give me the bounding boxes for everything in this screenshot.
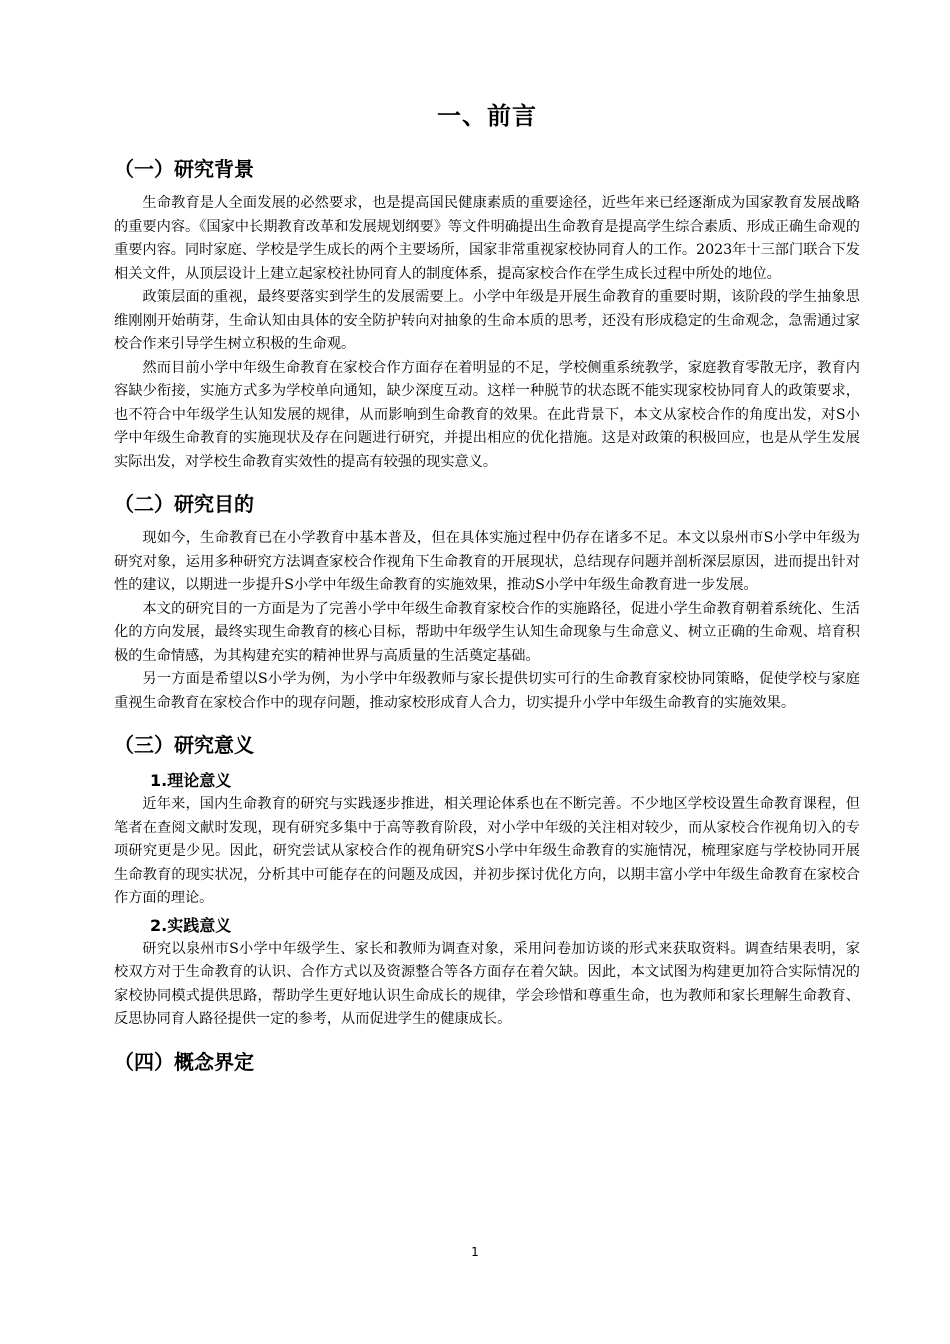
section-heading: （四）概念界定	[114, 1049, 254, 1074]
section-purpose	[114, 488, 860, 715]
paragraph: 近年来，国内生命教育的研究与实践逐步推进，相关理论体系也在不断完善。不少地区学校设置生命教育课程，但笔者在查阅文献时发现，现有研究多集中于高等教育阶段，对小学中年级的关注相对较少，而从家校合作视角切入的专项研究更是少见。因此，研究尝试从家校合作的视角研究S小学中年级生命教育的实施情况，梳理家庭与学校协同开展生命教育的现实状况，分析其中可能存在的问题及成因，并初步探讨优化方向，以期丰富小学中年级生命教育在家校合作方面的理论。	[114, 796, 860, 906]
paragraph: 研究以泉州市S小学中年级学生、家长和教师为调查对象，采用问卷加访谈的形式来获取资料。调查结果表明，家校双方对于生命教育的认识、合作方式以及资源整合等各方面存在着欠缺。因此，本文试图为构建更加符合实际情况的家校协同模式提供思路，帮助学生更好地认识生命成长的规律，学会珍惜和尊重生命，也为教师和家长理解生命教育、反思协同育人路径提供一定的参考，从而促进学生的健康成长。	[114, 940, 860, 1027]
paragraph: 然而目前小学中年级生命教育在家校合作方面存在着明显的不足，学校侧重系统教学，家庭教育零散无序，教育内容缺少衔接，实施方式多为学校单向通知，缺少深度互动。这样一种脱节的状态既不能实现家校协同育人的政策要求，也不符合中年级学生认知发展的规律，从而影响到生命教育的效果。在此背景下，本文从家校合作的角度出发，对S小学中年级生命教育的实施现状及存在问题进行研究，并提出相应的优化措施。这是对政策的积极回应，也是从学生发展实际出发，对学校生命教育实效性的提高有较强的现实意义。	[114, 359, 860, 470]
paragraph: 生命教育是人全面发展的必然要求，也是提高国民健康素质的重要途径，近些年来已经逐渐成为国家教育发展战略的重要内容。《国家中长期教育改革和发展规划纲要》等文件明确提出生命教育是提高学生综合素质、形成正确生命观的重要内容。同时家庭、学校是学生成长的两个主要场所，国家非常重视家校协同育人的工作。2023年十三部门联合下发相关文件，从顶层设计上建立起家校社协同育人的制度体系，提高家校合作在学生成长过程中所处的地位。	[114, 195, 860, 282]
paragraph: 政策层面的重视，最终要落实到学生的发展需要上。小学中年级是开展生命教育的重要时期，该阶段的学生抽象思维刚刚开始萌芽，生命认知由具体的安全防护转向对抽象的生命本质的思考，还没有形成稳定的生命观念，急需通过家校合作来引导学生树立积极的生命观。	[114, 289, 860, 352]
section-heading: （二）研究目的	[114, 492, 254, 516]
section-significance	[114, 729, 860, 1032]
subsection-heading: 1.理论意义	[150, 771, 232, 790]
page-number: 1	[471, 1245, 479, 1259]
page-content	[114, 96, 860, 1085]
chapter-title: 一、前言	[437, 102, 537, 130]
section-background	[114, 153, 860, 474]
section-heading: （一）研究背景	[114, 157, 254, 181]
paragraph: 另一方面是希望以S小学为例，为小学中年级教师与家长提供切实可行的生命教育家校协同策略，促使学校与家庭重视生命教育在家校合作中的现存问题，推动家校形成育人合力，切实提升小学中年级生命教育的实施效果。	[114, 671, 860, 711]
paragraph: 现如今，生命教育已在小学教育中基本普及，但在具体实施过程中仍存在诸多不足。本文以泉州市S小学中年级为研究对象，运用多种研究方法调查家校合作视角下生命教育的开展现状，总结现存问题并剖析深层原因，进而提出针对性的建议，以期进一步提升S小学中年级生命教育的实施效果，推动S小学中年级生命教育进一步发展。	[114, 530, 860, 593]
subsection-heading: 2.实践意义	[150, 915, 232, 935]
section-heading: （三）研究意义	[114, 733, 254, 757]
paragraph: 本文的研究目的一方面是为了完善小学中年级生命教育家校合作的实施路径，促进小学生命教育朝着系统化、生活化的方向发展，最终实现生命教育的核心目标，帮助中年级学生认知生命现象与生命意义、树立正确的生命观、培育积极的生命情感，为其构建充实的精神世界与高质量的生活奠定基础。	[114, 600, 860, 664]
section-definitions	[114, 1046, 860, 1075]
